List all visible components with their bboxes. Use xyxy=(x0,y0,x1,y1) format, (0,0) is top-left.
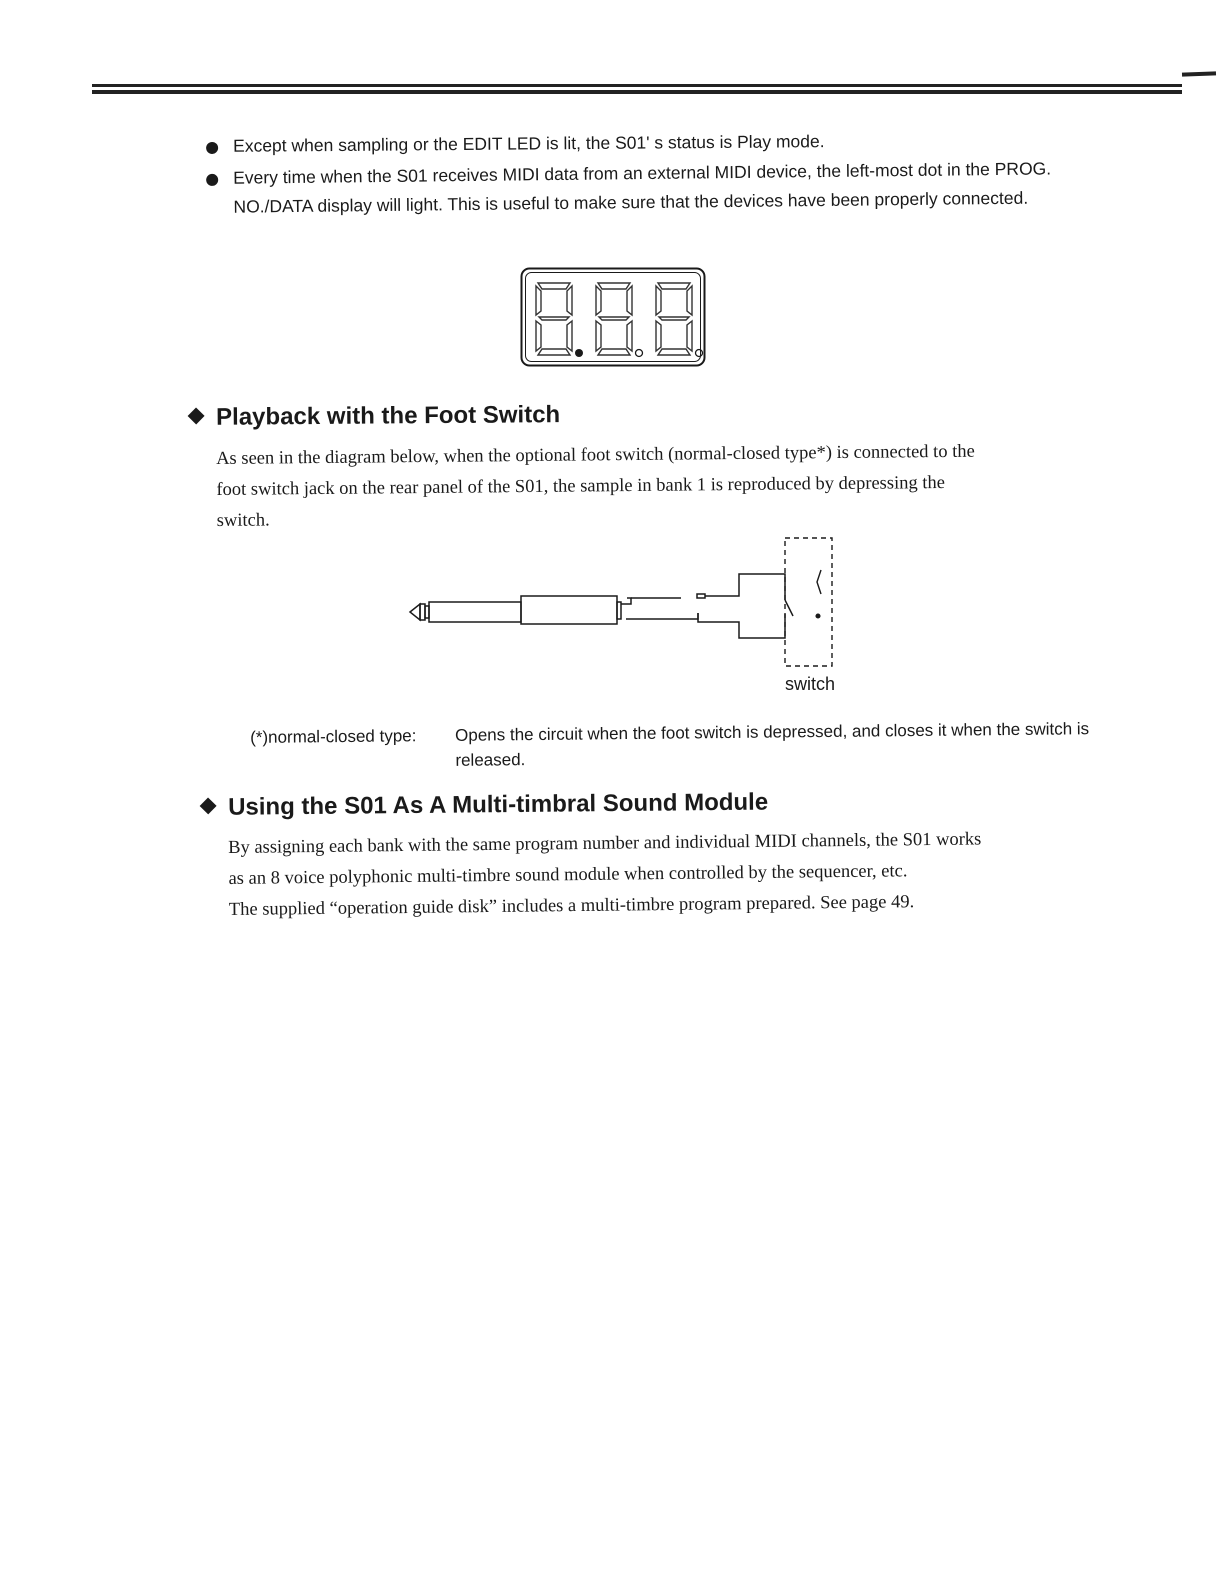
switch-box xyxy=(785,538,832,666)
heading-text: Using the S01 As A Multi-timbral Sound Module xyxy=(227,788,769,821)
heading-text: Playback with the Foot Switch xyxy=(215,401,561,431)
plug-tip-icon xyxy=(410,604,420,620)
header-rule-top xyxy=(92,84,1182,87)
diamond-bullet-icon xyxy=(188,407,205,424)
bullet-dot-icon xyxy=(206,174,218,186)
foot-switch-wiring-diagram xyxy=(404,534,844,674)
bullet-item xyxy=(206,154,1087,222)
diamond-bullet-icon xyxy=(200,797,217,814)
paragraph-line: as an 8 voice polyphonic multi-timbre sound module when controlled by the sequencer, etc. xyxy=(228,861,908,889)
header-rule-tail xyxy=(1182,71,1216,76)
section-heading-foot-switch xyxy=(190,401,560,432)
midi-indicator-dot xyxy=(575,349,583,357)
paragraph-line: foot switch jack on the rear panel of the S01, the sample in bank 1 is reproduced by depressing the xyxy=(216,473,946,500)
paragraph-line: By assigning each bank with the same program number and individual MIDI channels, the S01 works xyxy=(228,829,982,858)
footnote-term: (*)normal-closed type: xyxy=(250,726,417,747)
section-heading-multitimbral xyxy=(202,789,768,822)
bullet-text: Except when sampling or the EDIT LED is lit, the S01' s status is Play mode. xyxy=(233,131,825,156)
switch-label: switch xyxy=(785,674,836,694)
paragraph-line: As seen in the diagram below, when the optional foot switch (normal-closed type*) is connected to the xyxy=(216,441,975,469)
foot-switch-paragraph xyxy=(216,436,1087,537)
header-rule-bottom xyxy=(92,90,1182,94)
multitimbral-paragraph xyxy=(228,823,1099,926)
paragraph-line: switch. xyxy=(216,510,270,531)
bullet-dot-icon xyxy=(206,142,218,154)
paragraph-line: The supplied “operation guide disk” includes a multi-timbre program prepared. See page 49. xyxy=(228,892,915,920)
bullet-text: Every time when the S01 receives MIDI data from an external MIDI device, the left-most dot in the PROG. NO./DATA display will light. This is useful to make sure that the devices have been properly connected. xyxy=(233,158,1052,217)
footnote-description: Opens the circuit when the foot switch is depressed, and closes it when the switch is released. xyxy=(455,719,1090,770)
prog-data-led-display-icon xyxy=(520,267,706,367)
